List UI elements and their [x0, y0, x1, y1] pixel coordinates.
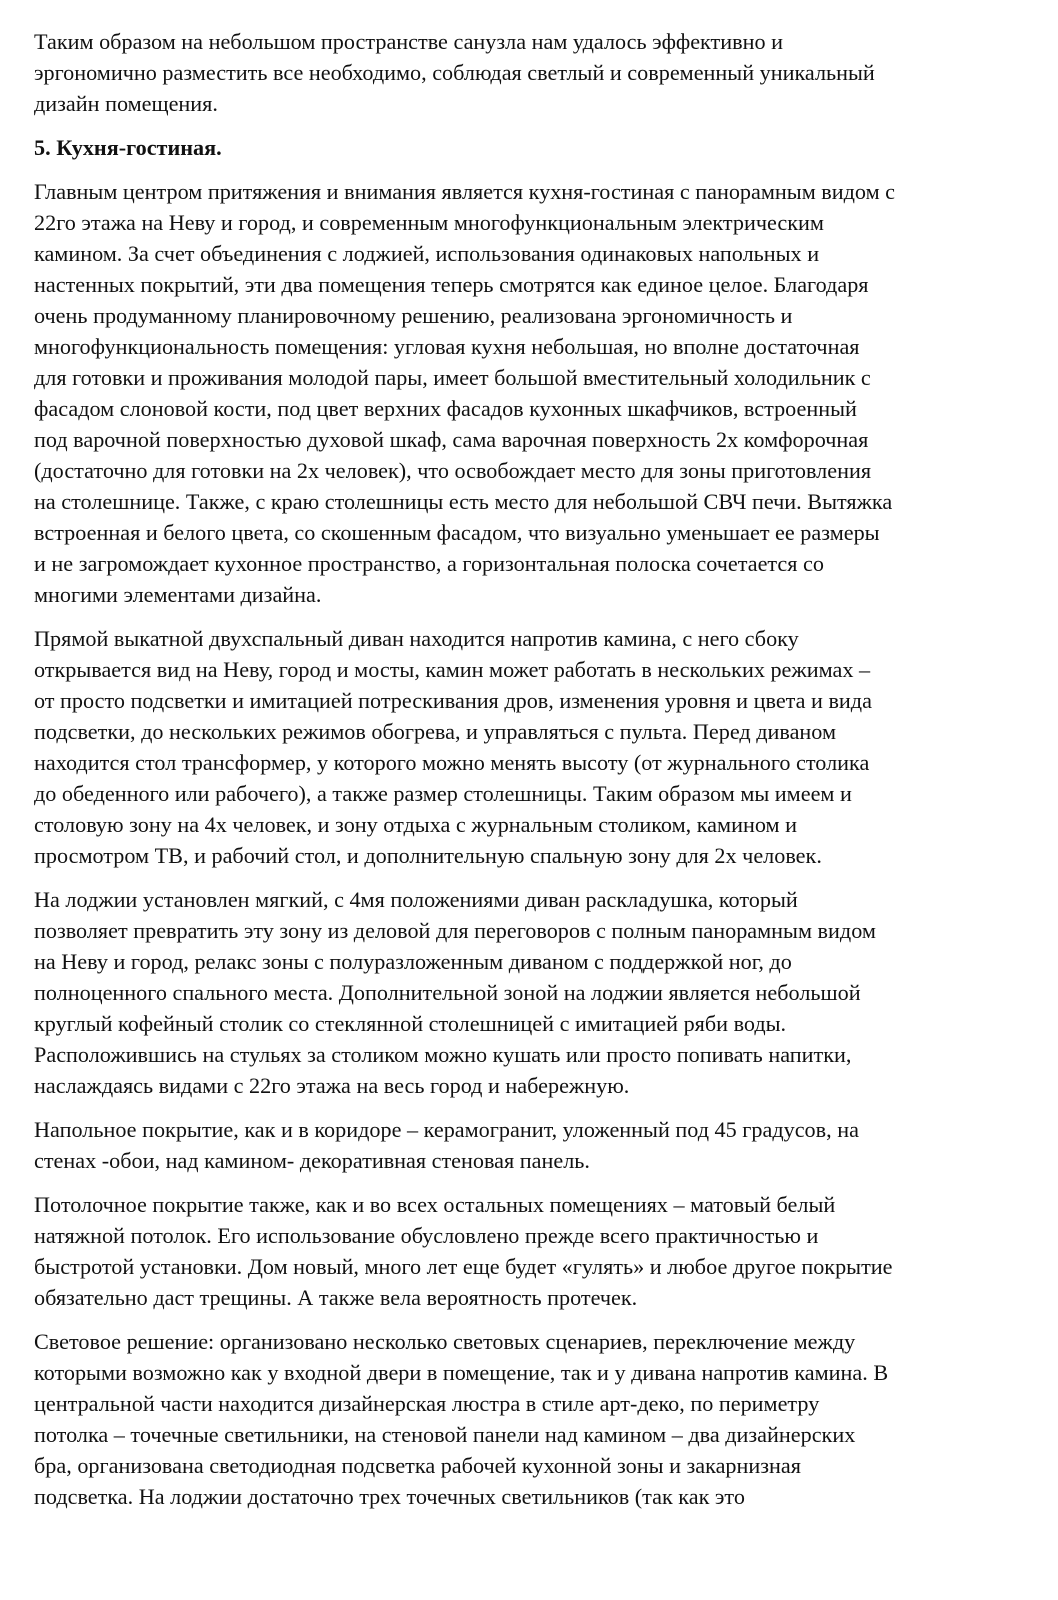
ceiling-paragraph	[34, 1189, 1024, 1313]
heading-text: 5. Кухня-гостиная.	[34, 135, 222, 160]
text-line: и не загромождает кухонное пространство, а горизонтальная полоска сочетается со	[34, 551, 824, 576]
floor-paragraph	[34, 1114, 1024, 1176]
text-line: Расположившись на стульях за столиком можно кушать или просто попивать напитки,	[34, 1042, 852, 1067]
text-line: полноценного спального места. Дополнительной зоной на лоджии является небольшой	[34, 980, 861, 1005]
text-line: Световое решение: организовано несколько световых сценариев, переключение между	[34, 1329, 856, 1354]
text-line: позволяет превратить эту зону из деловой для переговоров с полным панорамным видом	[34, 918, 876, 943]
kitchen-paragraph	[34, 176, 1024, 610]
text-line: на столешнице. Также, с краю столешницы есть место для небольшой СВЧ печи. Вытяжка	[34, 489, 893, 514]
text-line: быстротой установки. Дом новый, много лет еще будет «гулять» и любое другое покрытие	[34, 1254, 893, 1279]
text-line: наслаждаясь видами с 22го этажа на весь город и набережную.	[34, 1073, 630, 1098]
text-line: подсветки, до нескольких режимов обогрева, и управляться с пульта. Перед диваном	[34, 719, 837, 744]
text-line: очень продуманному планировочному решению, реализована эргономичность и	[34, 303, 793, 328]
text-line: Таким образом на небольшом пространстве санузла нам удалось эффективно и	[34, 29, 783, 54]
loggia-paragraph	[34, 884, 1024, 1101]
intro-paragraph	[34, 26, 1024, 119]
lighting-paragraph	[34, 1326, 1024, 1512]
text-line: камином. За счет объединения с лоджией, использования одинаковых напольных и	[34, 241, 820, 266]
text-line: на Неву и город, релакс зоны с полуразложенным диваном с поддержкой ног, до	[34, 949, 792, 974]
text-line: открывается вид на Неву, город и мосты, камин может работать в нескольких режимах –	[34, 657, 871, 682]
text-line: до обеденного или рабочего), а также размер столешницы. Таким образом мы имеем и	[34, 781, 852, 806]
text-line: находится стол трансформер, у которого можно менять высоту (от журнального столика	[34, 750, 870, 775]
text-line: многими элементами дизайна.	[34, 582, 322, 607]
text-line: (достаточно для готовки на 2х человек), что освобождает место для зоны приготовления	[34, 458, 872, 483]
text-line: дизайн помещения.	[34, 91, 218, 116]
text-line: натяжной потолок. Его использование обусловлено прежде всего практичностью и	[34, 1223, 819, 1248]
text-line: фасадом слоновой кости, под цвет верхних фасадов кухонных шкафчиков, встроенный	[34, 396, 857, 421]
text-line: бра, организована светодиодная подсветка рабочей кухонной зоны и закарнизная	[34, 1453, 801, 1478]
document-page	[34, 26, 1024, 1525]
text-line: центральной части находится дизайнерская люстра в стиле арт-деко, по периметру	[34, 1391, 820, 1416]
text-line: от просто подсветки и имитацией потрескивания дров, изменения уровня и цвета и вида	[34, 688, 872, 713]
text-line: которыми возможно как у входной двери в помещение, так и у дивана напротив камина. В	[34, 1360, 889, 1385]
sofa-paragraph	[34, 623, 1024, 871]
text-line: потолка – точечные светильники, на стеновой панели над камином – два дизайнерских	[34, 1422, 856, 1447]
text-line: стенах -обои, над камином- декоративная стеновая панель.	[34, 1148, 590, 1173]
text-line: Главным центром притяжения и внимания является кухня-гостиная с панорамным видом с	[34, 179, 896, 204]
text-line: эргономично разместить все необходимо, соблюдая светлый и современный уникальный	[34, 60, 875, 85]
text-line: под варочной поверхностью духовой шкаф, сама варочная поверхность 2х комфорочная	[34, 427, 869, 452]
text-line: Потолочное покрытие также, как и во всех остальных помещениях – матовый белый	[34, 1192, 836, 1217]
text-line: круглый кофейный столик со стеклянной столешницей с имитацией ряби воды.	[34, 1011, 787, 1036]
text-line: столовую зону на 4х человек, и зону отдыха с журнальным столиком, камином и	[34, 812, 797, 837]
text-line: встроенная и белого цвета, со скошенным фасадом, что визуально уменьшает ее размеры	[34, 520, 880, 545]
text-line: Прямой выкатной двухспальный диван находится напротив камина, с него сбоку	[34, 626, 799, 651]
text-line: Напольное покрытие, как и в коридоре – керамогранит, уложенный под 45 градусов, на	[34, 1117, 859, 1142]
text-line: многофункциональность помещения: угловая кухня небольшая, но вполне достаточная	[34, 334, 860, 359]
text-line: настенных покрытий, эти два помещения теперь смотрятся как единое целое. Благодаря	[34, 272, 869, 297]
text-line: подсветка. На лоджии достаточно трех точечных светильников (так как это	[34, 1484, 745, 1509]
section-heading	[34, 132, 1024, 163]
text-line: 22го этажа на Неву и город, и современным многофункциональным электрическим	[34, 210, 824, 235]
text-line: обязательно даст трещины. А также вела вероятность протечек.	[34, 1285, 638, 1310]
text-line: для готовки и проживания молодой пары, имеет большой вместительный холодильник с	[34, 365, 871, 390]
text-line: просмотром ТВ, и рабочий стол, и дополнительную спальную зону для 2х человек.	[34, 843, 822, 868]
text-line: На лоджии установлен мягкий, с 4мя положениями диван раскладушка, который	[34, 887, 798, 912]
